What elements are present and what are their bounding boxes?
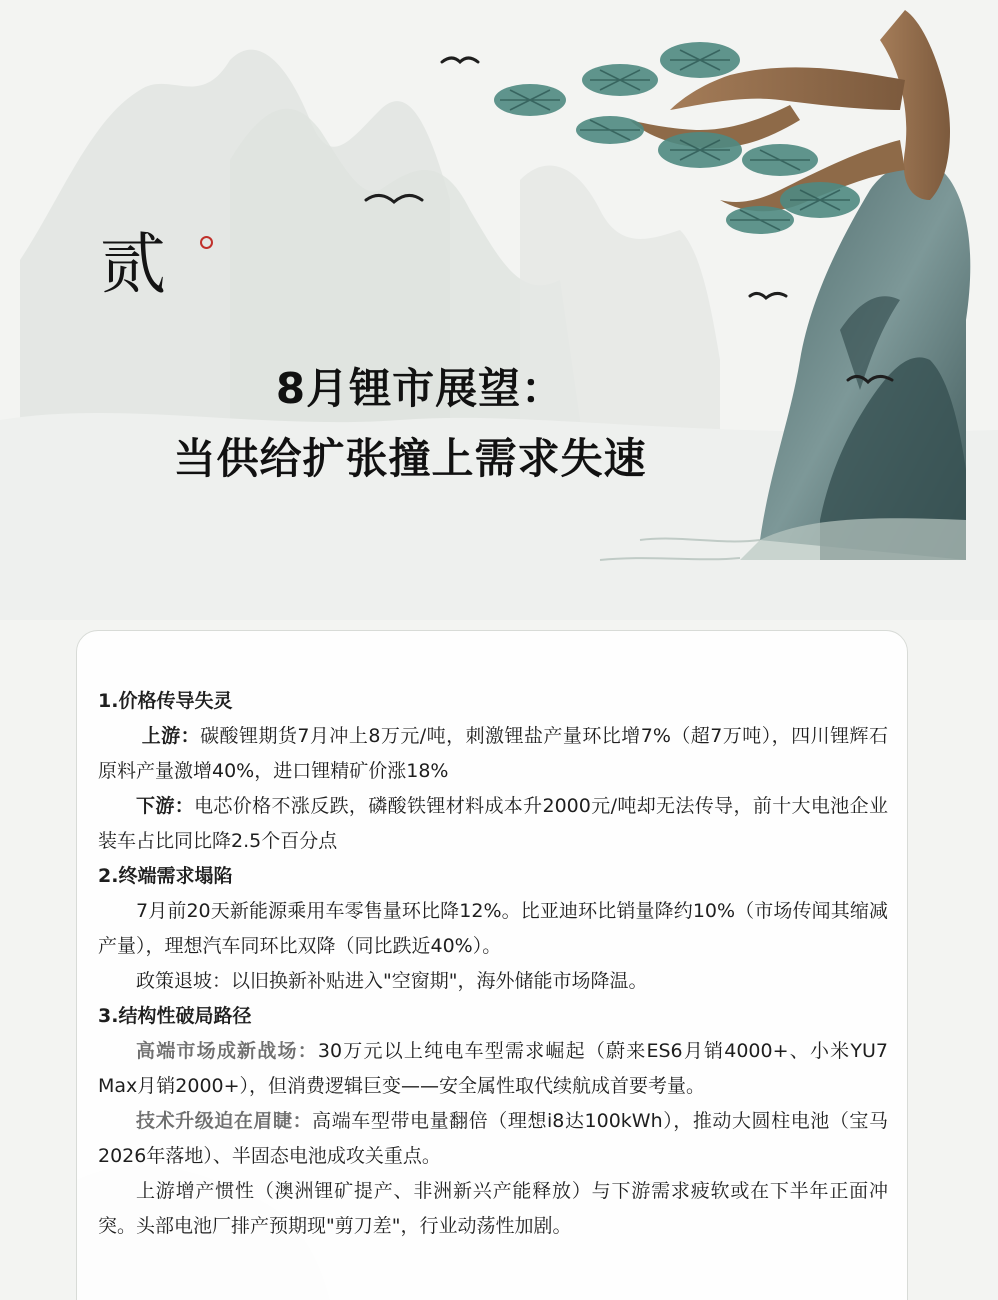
section-numeral: 贰 bbox=[100, 226, 166, 303]
page-title-line-1: 8月锂市展望： bbox=[275, 364, 565, 413]
paragraph-label: 技术升级迫在眉睫： bbox=[136, 1110, 313, 1132]
numeral-dot-icon bbox=[200, 236, 213, 249]
paragraph-text: 政策退坡：以旧换新补贴进入"空窗期"，海外储能市场降温。 bbox=[136, 970, 648, 992]
paragraph-label: 下游： bbox=[136, 795, 195, 817]
page-title-line-2: 当供给扩张撞上需求失速 bbox=[173, 434, 647, 483]
section-heading-3: 3.结构性破局路径 bbox=[98, 1005, 252, 1027]
paragraph-downstream bbox=[98, 789, 888, 859]
paragraph-tech-upgrade bbox=[98, 1104, 888, 1174]
paragraph-text: 上游增产惯性（澳洲锂矿提产、非洲新兴产能释放）与下游需求疲软或在下半年正面冲突。头部电池厂排产预期现"剪刀差"，行业动荡性加剧。 bbox=[98, 1180, 888, 1237]
paragraph-retail bbox=[98, 894, 888, 964]
section-heading-2: 2.终端需求塌陷 bbox=[98, 865, 233, 887]
paragraph-high-end bbox=[98, 1034, 888, 1104]
paragraph-text: 碳酸锂期货7月冲上8万元/吨，刺激锂盐产量环比增7%（超7万吨），四川锂辉石原料产量激增40%，进口锂精矿价涨18% bbox=[98, 725, 888, 782]
article-content bbox=[98, 684, 888, 1244]
paragraph-text: 电芯价格不涨反跌，磷酸铁锂材料成本升2000元/吨却无法传导，前十大电池企业装车占比同比降2.5个百分点 bbox=[98, 795, 888, 852]
paragraph-text: 7月前20天新能源乘用车零售量环比降12%。比亚迪环比销量降约10%（市场传闻其缩减产量），理想汽车同环比双降（同比跌近40%）。 bbox=[98, 900, 888, 957]
paragraph-text: 高端车型带电量翻倍（理想i8达100kWh），推动大圆柱电池（宝马2026年落地）、半固态电池成攻关重点。 bbox=[98, 1110, 888, 1167]
paragraph-conflict bbox=[98, 1174, 888, 1244]
paragraph-label: 上游： bbox=[141, 725, 201, 747]
paragraph-upstream bbox=[98, 719, 888, 789]
paragraph-policy bbox=[98, 964, 888, 999]
section-heading-1: 1.价格传导失灵 bbox=[98, 690, 233, 712]
paragraph-label: 高端市场成新战场： bbox=[136, 1040, 318, 1062]
paragraph-text: 30万元以上纯电车型需求崛起（蔚来ES6月销4000+、小米YU7 Max月销2000+），但消费逻辑巨变——安全属性取代续航成首要考量。 bbox=[98, 1040, 888, 1097]
